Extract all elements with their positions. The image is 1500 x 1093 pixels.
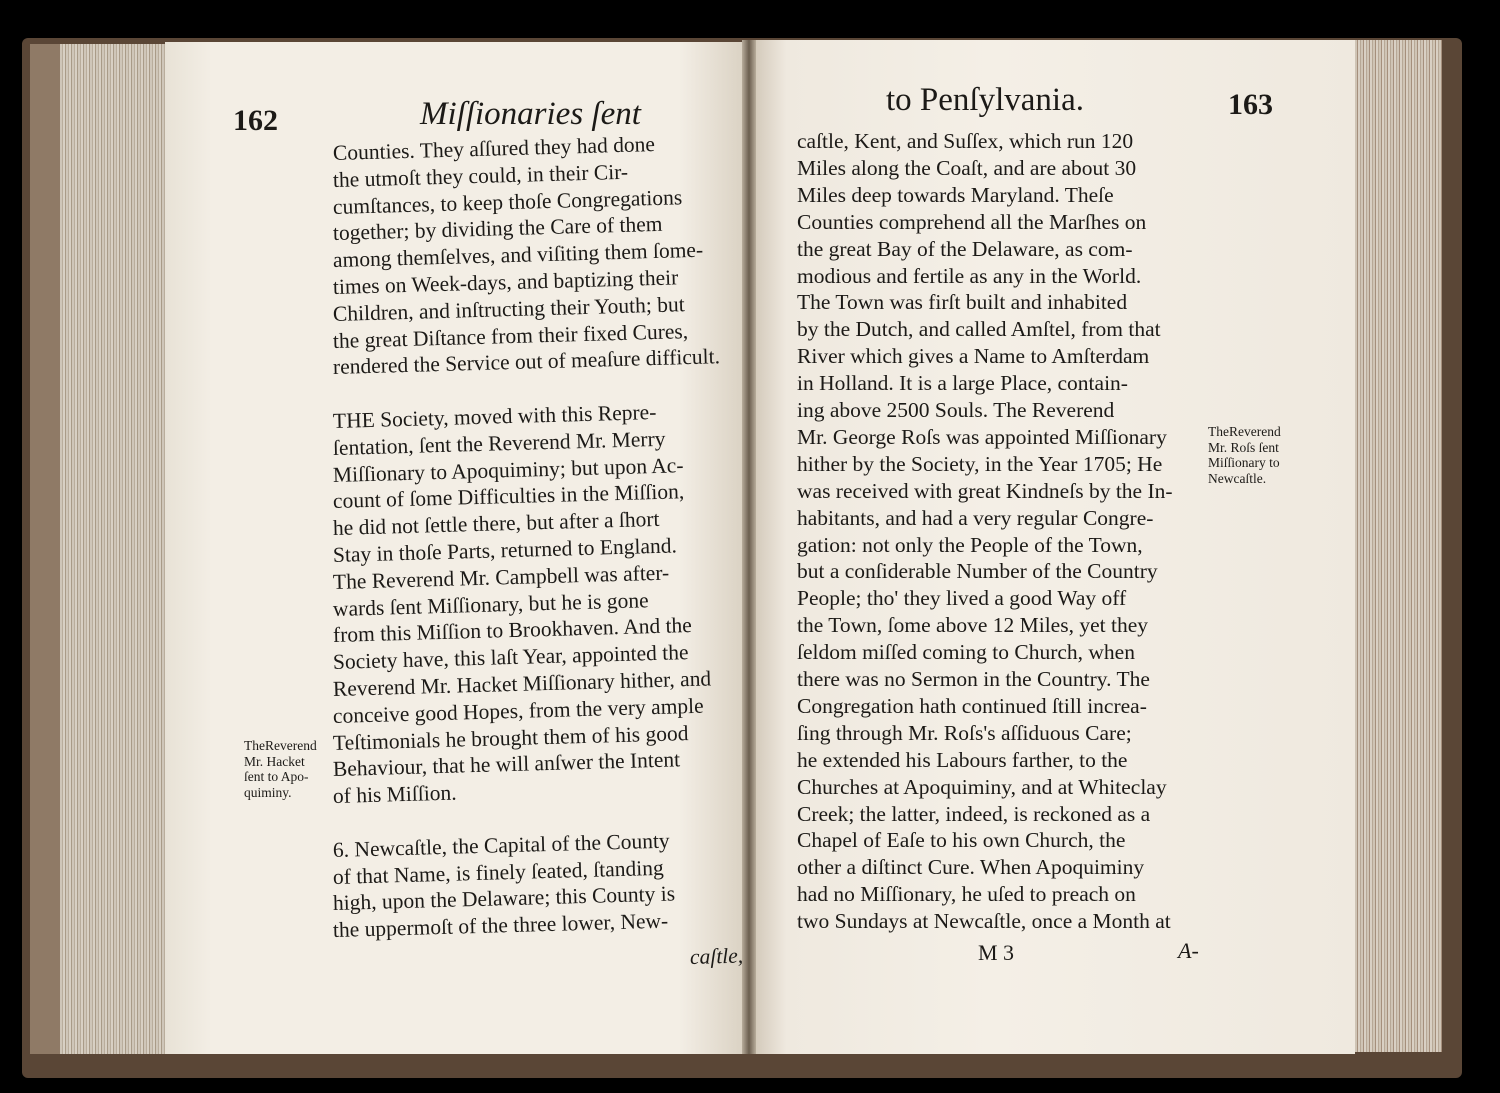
book-gutter — [742, 40, 756, 1054]
text-line: cumſtances, to keep thoſe Congregations — [332, 184, 683, 219]
text-line: by the Dutch, and called Amſtel, from that — [797, 317, 1161, 342]
text-line: Reverend Mr. Hacket Miſſionary hither, and — [332, 666, 712, 701]
text-line: Churches at Apoquiminy, and at Whiteclay — [797, 774, 1167, 799]
text-line: habitants, and had a very regular Congre- — [797, 505, 1154, 530]
text-line: wards ſent Miſſionary, but he is gone — [332, 587, 649, 621]
text-line: but a conſiderable Number of the Country — [797, 559, 1158, 584]
margin-note-line: Newcaſtle. — [1208, 470, 1267, 486]
text-line: Miles along the Coaſt, and are about 30 — [797, 155, 1137, 180]
text-line: Society have, this laſt Year, appointed the — [332, 640, 689, 675]
text-line: together; by dividing the Care of them — [332, 212, 663, 246]
text-line: other a diſtinct Cure. When Apoquiminy — [797, 855, 1145, 880]
margin-note-line: TheReverend — [244, 738, 317, 753]
right-page-edges — [1352, 40, 1442, 1052]
text-line: times on Week-days, and baptizing their — [332, 265, 679, 299]
text-line: The Town was firſt built and inhabited — [797, 290, 1128, 315]
left-page-number: 162 — [233, 104, 278, 137]
text-line: ing above 2500 Souls. The Reverend — [797, 398, 1115, 422]
text-line: ſing through Mr. Roſs's aſſiduous Care; — [797, 720, 1132, 745]
text-line: gation: not only the People of the Town, — [797, 532, 1143, 557]
text-line: the great Diſtance from their fixed Cures, — [332, 318, 689, 353]
text-line: Creek; the latter, indeed, is reckoned as a — [797, 801, 1151, 826]
text-line: THE Society, moved with this Repre- — [332, 399, 657, 433]
text-line: high, upon the Delaware; this County is — [332, 881, 676, 916]
text-line: the utmoſt they could, in their Cir- — [332, 159, 629, 192]
catchword: A- — [1178, 938, 1199, 963]
signature-mark: M 3 — [978, 940, 1015, 965]
text-line: Stay in thoſe Parts, returned to England. — [332, 533, 678, 567]
text-line: two Sundays at Newcaſtle, once a Month at — [797, 909, 1171, 934]
text-line: the great Bay of the Delaware, as com- — [797, 236, 1133, 261]
text-line: Behaviour, that he will anſwer the Intent — [332, 747, 681, 782]
margin-note-line: TheReverend — [1208, 424, 1281, 439]
text-line: 6. Newcaſtle, the Capital of the County — [332, 828, 670, 862]
text-line: there was no Sermon in the Country. The — [797, 667, 1150, 691]
text-line: ſeldom miſſed coming to Church, when — [797, 640, 1135, 665]
margin-note-line: Miſſionary to — [1208, 455, 1280, 470]
text-line: caſtle, — [689, 943, 744, 969]
text-line: he extended his Labours farther, to the — [797, 747, 1128, 772]
right-margin-note — [1208, 424, 1281, 486]
text-line: caſtle, Kent, and Suſſex, which run 120 — [797, 129, 1134, 153]
text-line: People; tho' they lived a good Way off — [797, 586, 1127, 611]
text-line: Counties comprehend all the Marſhes on — [797, 209, 1147, 234]
text-line: Congregation hath continued ſtill increa- — [797, 693, 1147, 718]
margin-note-line: Mr. Roſs ſent — [1208, 439, 1279, 455]
text-line: Mr. George Roſs was appointed Miſſionary — [797, 424, 1167, 449]
text-line: rendered the Service out of meaſure difficult. — [332, 344, 721, 380]
text-line: the uppermoſt of the three lower, New- — [332, 908, 669, 943]
margin-note-line: ſent to Apo- — [244, 769, 309, 784]
text-line: conceive good Hopes, from the very ample — [332, 693, 704, 728]
left-running-head: Miſſionaries ſent — [420, 96, 641, 132]
text-line: the Town, ſome above 12 Miles, yet they — [797, 613, 1148, 638]
text-line: count of ſome Difficulties in the Miſſion, — [332, 479, 685, 514]
text-line: hither by the Society, in the Year 1705; He — [797, 451, 1163, 476]
text-line: he did not ſettle there, but after a ſhort — [332, 507, 660, 541]
text-line: of that Name, is finely ſeated, ſtanding — [332, 855, 664, 889]
text-line: from this Miſſion to Brookhaven. And the — [332, 613, 693, 648]
text-line: The Reverend Mr. Campbell was after- — [332, 560, 670, 594]
text-line: ſentation, ſent the Reverend Mr. Merry — [332, 426, 666, 460]
text-line: Counties. They aſſured they had done — [332, 132, 656, 165]
text-line: among themſelves, and viſiting them ſome- — [332, 237, 704, 273]
text-line: modious and fertile as any in the World. — [797, 263, 1142, 288]
right-page-number: 163 — [1228, 88, 1273, 121]
text-line: River which gives a Name to Amſterdam — [797, 344, 1150, 369]
text-line: Miles deep towards Maryland. Theſe — [797, 182, 1114, 207]
text-line: in Holland. It is a large Place, contain- — [797, 371, 1128, 396]
text-line: Chapel of Eaſe to his own Church, the — [797, 828, 1126, 853]
text-line: Teſtimonials he brought them of his good — [332, 720, 689, 755]
spine-strip — [30, 44, 60, 1054]
text-line: had no Miſſionary, he uſed to preach on — [797, 882, 1136, 907]
text-line: Children, and inſtructing their Youth; but — [332, 291, 685, 326]
left-page-edges — [30, 44, 170, 1054]
margin-note-line: Mr. Hacket — [244, 753, 305, 769]
text-line: was received with great Kindneſs by the In- — [797, 478, 1173, 503]
margin-note-line: quiminy. — [244, 784, 292, 800]
text-line: Miſſionary to Apoquiminy; but upon Ac- — [332, 452, 684, 487]
left-margin-note — [244, 738, 317, 800]
text-line: of his Miſſion. — [332, 780, 457, 809]
right-running-head: to Penſylvania. — [886, 82, 1084, 118]
